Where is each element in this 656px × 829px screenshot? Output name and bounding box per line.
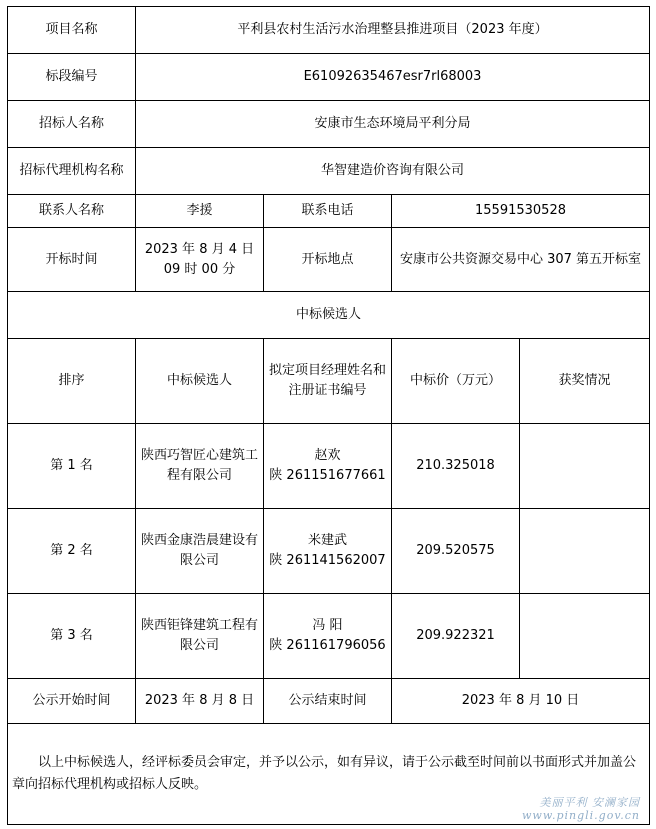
- candidate-company: [136, 509, 264, 594]
- candidate-awards: [520, 424, 650, 509]
- candidate-company: [136, 424, 264, 509]
- col-header-awards: 获奖情况: [520, 339, 650, 424]
- col-header-manager: [264, 339, 392, 424]
- phone-label: 联系电话: [264, 195, 392, 228]
- opening-place-value: 安康市公共资源交易中心 307 第五开标室: [392, 228, 650, 292]
- row-tenderer: [8, 101, 650, 148]
- publicity-end-label: 公示结束时间: [264, 679, 392, 724]
- candidate-awards: [520, 594, 650, 679]
- candidate-manager-cert: 陕 261151677661: [269, 468, 386, 483]
- row-column-headers: [8, 339, 650, 424]
- candidate-price: 210.325018: [392, 424, 520, 509]
- candidate-awards: [520, 509, 650, 594]
- row-project-name: [8, 7, 650, 54]
- row-section-code: [8, 54, 650, 101]
- candidate-manager-name: 米建武: [307, 533, 347, 548]
- candidate-manager: [264, 509, 392, 594]
- candidate-manager-name: 冯 阳: [312, 618, 343, 633]
- agency-value: 华智建造价咨询有限公司: [136, 148, 650, 195]
- col-header-manager-line1: 拟定项目经理姓名和: [268, 363, 386, 378]
- row-agency: [8, 148, 650, 195]
- row-opening: [8, 228, 650, 292]
- candidate-price: 209.520575: [392, 509, 520, 594]
- row-publicity: [8, 679, 650, 724]
- row-candidates-title: [8, 292, 650, 339]
- row-contact: [8, 195, 650, 228]
- candidate-company-line2: 限公司: [179, 638, 219, 653]
- candidate-rank: 第 2 名: [8, 509, 136, 594]
- candidate-company-line2: 程有限公司: [166, 468, 232, 483]
- candidate-price: 209.922321: [392, 594, 520, 679]
- candidate-manager-name: 赵欢: [314, 448, 341, 463]
- candidate-company-line1: 陕西巧智匠心建筑工: [140, 448, 258, 463]
- section-code-value: E61092635467esr7rl68003: [136, 54, 650, 101]
- agency-label: 招标代理机构名称: [8, 148, 136, 195]
- candidate-company-line1: 陕西金康浩晨建设有: [140, 533, 258, 548]
- opening-time-value: [136, 228, 264, 292]
- publicity-start-value: 2023 年 8 月 8 日: [136, 679, 264, 724]
- tenderer-label: 招标人名称: [8, 101, 136, 148]
- opening-time-label: 开标时间: [8, 228, 136, 292]
- col-header-rank: 排序: [8, 339, 136, 424]
- candidate-manager-cert: 陕 261141562007: [269, 553, 386, 568]
- publicity-start-label: 公示开始时间: [8, 679, 136, 724]
- col-header-price: 中标价（万元）: [392, 339, 520, 424]
- opening-time-date: 2023 年 8 月 4 日: [144, 241, 255, 257]
- candidate-row-2: [8, 509, 650, 594]
- watermark-slogan: 美丽平利 安澜家园: [539, 796, 640, 809]
- col-header-manager-line2: 注册证书编号: [288, 383, 367, 398]
- footer-note: 以上中标候选人，经评标委员会审定，并予以公示，如有异议，请于公示截至时间前以书面形式并加盖公章向招标代理机构或招标人反映。: [12, 755, 637, 792]
- opening-place-label: 开标地点: [264, 228, 392, 292]
- candidate-manager: [264, 424, 392, 509]
- candidate-company: [136, 594, 264, 679]
- section-code-label: 标段编号: [8, 54, 136, 101]
- publicity-end-value: 2023 年 8 月 10 日: [392, 679, 650, 724]
- bid-candidate-notice-table: [7, 6, 650, 825]
- tenderer-value: 安康市生态环境局平利分局: [136, 101, 650, 148]
- candidate-row-3: [8, 594, 650, 679]
- phone-value: 15591530528: [392, 195, 650, 228]
- project-name-value: 平利县农村生活污水治理整县推进项目（2023 年度）: [136, 7, 650, 54]
- candidate-row-1: [8, 424, 650, 509]
- contact-label: 联系人名称: [8, 195, 136, 228]
- project-name-label: 项目名称: [8, 7, 136, 54]
- contact-value: 李援: [136, 195, 264, 228]
- candidate-company-line2: 限公司: [179, 553, 219, 568]
- candidate-rank: 第 3 名: [8, 594, 136, 679]
- col-header-candidate: 中标候选人: [136, 339, 264, 424]
- opening-time-hour: 09 时 00 分: [163, 261, 236, 277]
- candidate-manager: [264, 594, 392, 679]
- candidate-manager-cert: 陕 261161796056: [269, 638, 386, 653]
- site-watermark: [522, 796, 640, 822]
- candidate-company-line1: 陕西钜锋建筑工程有: [140, 618, 258, 633]
- watermark-url: www.pingli.gov.cn: [522, 809, 640, 822]
- candidates-title: 中标候选人: [8, 292, 650, 339]
- candidate-rank: 第 1 名: [8, 424, 136, 509]
